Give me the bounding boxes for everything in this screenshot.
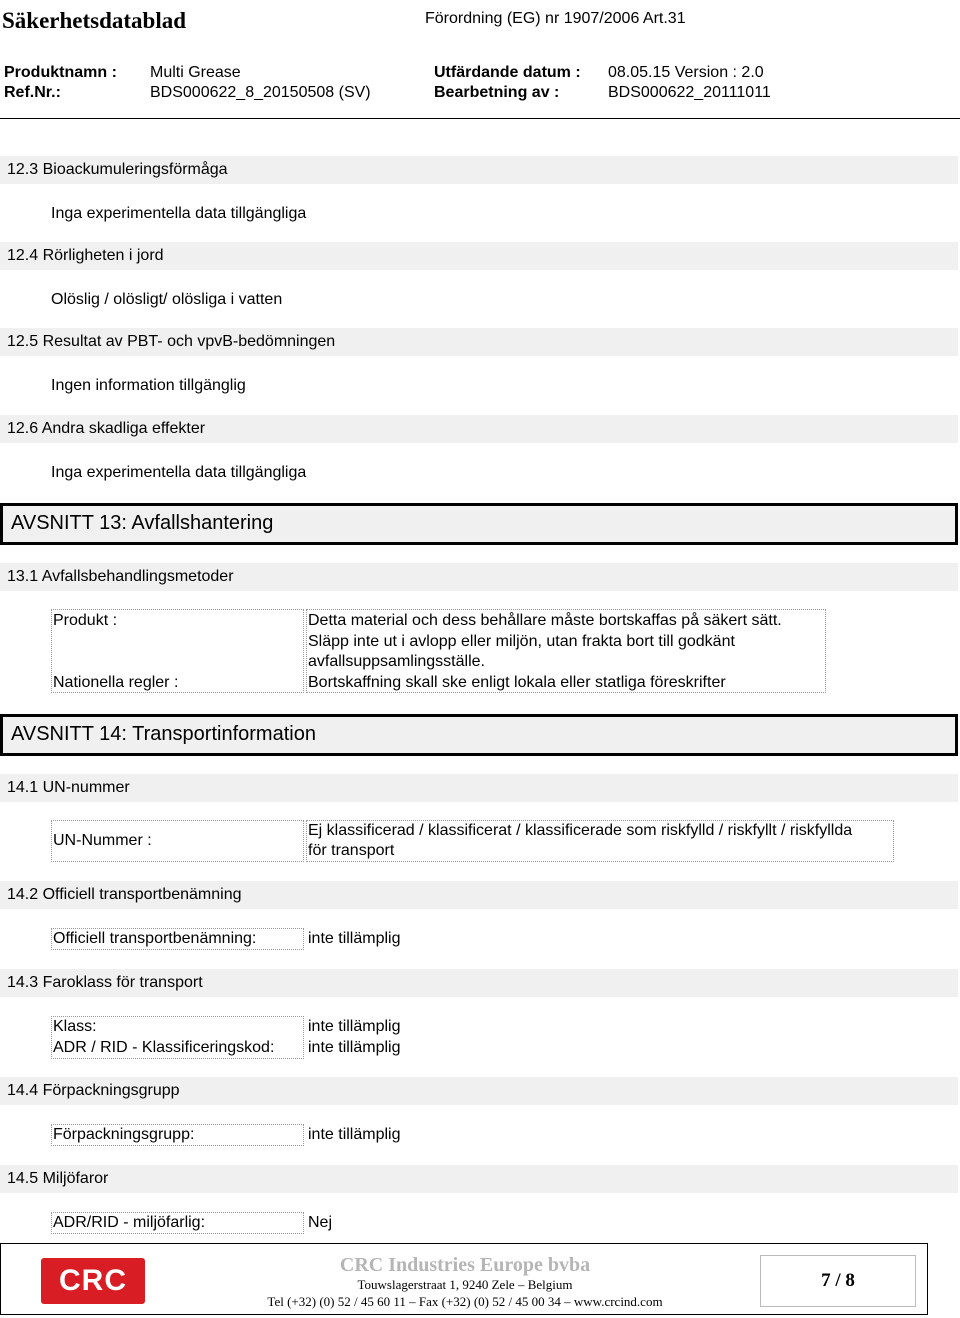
- page-number: 7 / 8: [821, 1270, 855, 1291]
- issue-date-label: Utfärdande datum :: [434, 64, 581, 81]
- un-number-line-2: för transport: [308, 842, 395, 859]
- national-rules-value: Bortskaffning skall ske enligt lokala eller statliga föreskrifter: [308, 674, 726, 691]
- hazard-class-value: inte tillämplig: [308, 1018, 401, 1035]
- adr-code-label: ADR / RID - Klassificeringskod:: [53, 1039, 275, 1056]
- section-14-header: AVSNITT 14: Transportinformation: [0, 714, 958, 756]
- product-disposal-line-2: Släpp inte ut i avlopp eller miljön, utan frakta bort till godkänt: [308, 633, 735, 650]
- subsection-14-5: 14.5 Miljöfaror: [0, 1165, 958, 1193]
- section-13-header: AVSNITT 13: Avfallshantering: [0, 503, 958, 545]
- adr-code-value: inte tillämplig: [308, 1039, 401, 1056]
- subsection-14-1: 14.1 UN-nummer: [0, 774, 958, 802]
- subsection-14-2: 14.2 Officiell transportbenämning: [0, 881, 958, 909]
- ref-number-value: BDS000622_8_20150508 (SV): [150, 84, 371, 101]
- crc-logo-text: CRC: [59, 1264, 127, 1297]
- regulation-reference: Förordning (EG) nr 1907/2006 Art.31: [425, 10, 686, 27]
- edited-by-value: BDS000622_20111011: [608, 84, 771, 101]
- header-divider: [0, 118, 960, 119]
- document-title: Säkerhetsdatablad: [2, 8, 187, 33]
- packing-group-value: inte tillämplig: [308, 1126, 401, 1143]
- subsection-12-6-text: Inga experimentella data tillgängliga: [51, 464, 307, 481]
- footer-contact: Tel (+32) (0) 52 / 45 60 11 – Fax (+32) (0) 52 / 45 00 34 – www.crcind.com: [267, 1294, 663, 1309]
- issue-date-value: 08.05.15 Version : 2.0: [608, 64, 764, 81]
- subsection-12-5: 12.5 Resultat av PBT- och vpvB-bedömningen: [0, 328, 958, 356]
- subsection-14-3: 14.3 Faroklass för transport: [0, 969, 958, 997]
- subsection-12-3: 12.3 Bioackumuleringsförmåga: [0, 156, 958, 184]
- un-number-label: UN-Nummer :: [53, 832, 152, 849]
- subsection-12-6: 12.6 Andra skadliga effekter: [0, 415, 958, 443]
- packing-group-label: Förpackningsgrupp:: [53, 1126, 195, 1143]
- national-rules-label: Nationella regler :: [53, 674, 179, 691]
- subsection-12-4: 12.4 Rörligheten i jord: [0, 242, 958, 270]
- product-disposal-line-3: avfallsuppsamlingsställe.: [308, 653, 485, 670]
- edited-by-label: Bearbetning av :: [434, 84, 560, 101]
- subsection-12-5-text: Ingen information tillgänglig: [51, 377, 246, 394]
- hazard-class-label: Klass:: [53, 1018, 97, 1035]
- un-number-line-1: Ej klassificerad / klassificerat / klassificerade som riskfylld / riskfyllt / riskfyllda: [308, 822, 853, 839]
- subsection-12-4-text: Olöslig / olösligt/ olösliga i vatten: [51, 291, 283, 308]
- product-disposal-label: Produkt :: [53, 612, 118, 629]
- footer-company: CRC Industries Europe bvba: [339, 1254, 591, 1276]
- transport-name-value: inte tillämplig: [308, 930, 401, 947]
- env-hazard-label: ADR/RID - miljöfarlig:: [53, 1214, 206, 1231]
- ref-number-label: Ref.Nr.:: [4, 84, 61, 101]
- product-name-label: Produktnamn :: [4, 64, 117, 81]
- product-disposal-line-1: Detta material och dess behållare måste bortskaffas på säkert sätt.: [308, 612, 782, 629]
- product-name-value: Multi Grease: [150, 64, 241, 81]
- transport-name-label: Officiell transportbenämning:: [53, 930, 257, 947]
- subsection-13-1: 13.1 Avfallsbehandlingsmetoder: [0, 563, 958, 591]
- env-hazard-value: Nej: [308, 1214, 333, 1231]
- subsection-12-3-text: Inga experimentella data tillgängliga: [51, 205, 307, 222]
- subsection-14-4: 14.4 Förpackningsgrupp: [0, 1077, 958, 1105]
- footer-address: Touwslagerstraat 1, 9240 Zele – Belgium: [357, 1277, 573, 1292]
